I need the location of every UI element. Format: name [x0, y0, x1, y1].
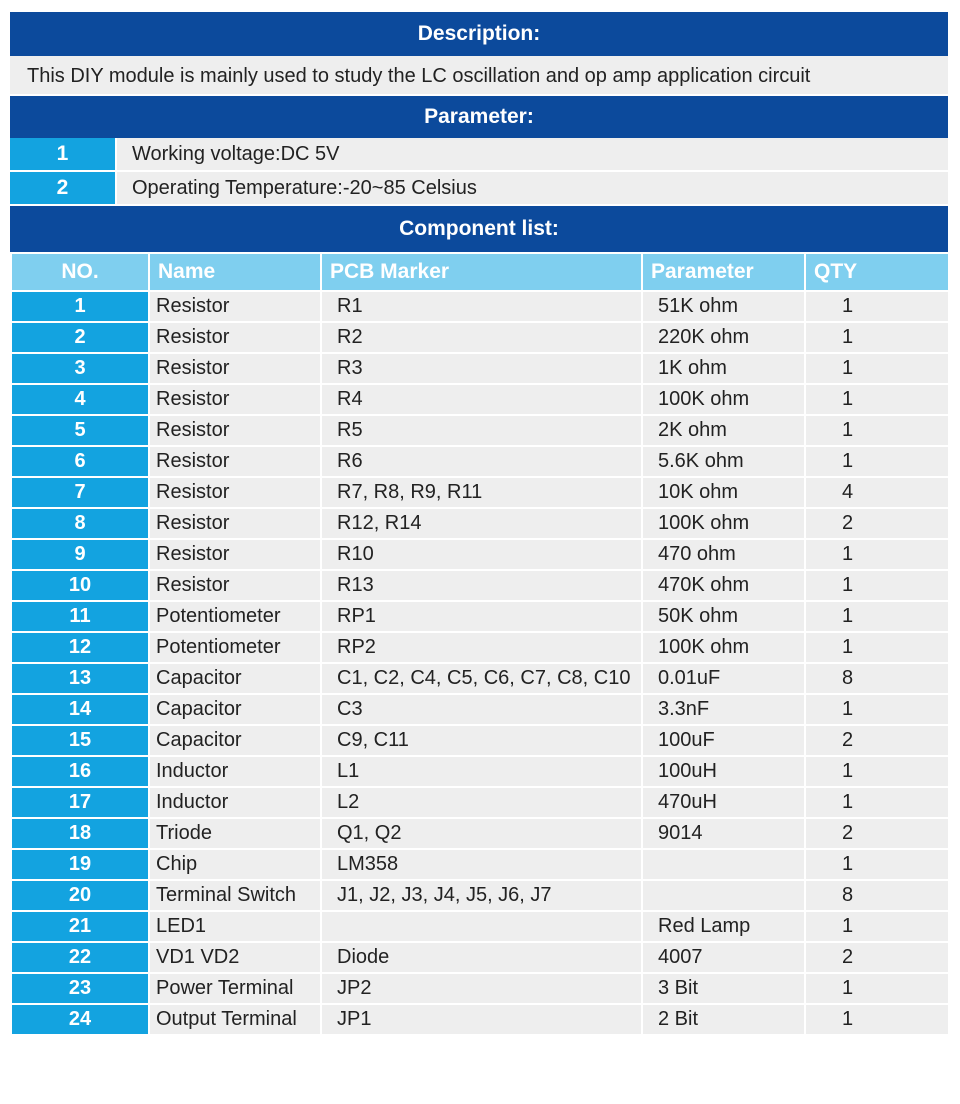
table-row [11, 570, 949, 601]
component-table [10, 252, 950, 1036]
pcb-marker: R5 [321, 415, 642, 446]
component-list-title: Component list: [10, 206, 948, 252]
table-row [11, 601, 949, 632]
quantity: 1 [805, 756, 949, 787]
component-parameter: Red Lamp [642, 911, 805, 942]
quantity: 1 [805, 973, 949, 1004]
parameter-number: 2 [10, 172, 115, 204]
component-name: Resistor [149, 508, 321, 539]
quantity: 1 [805, 1004, 949, 1035]
table-row [11, 1004, 949, 1035]
quantity: 2 [805, 818, 949, 849]
table-row [11, 818, 949, 849]
column-header-qty: QTY [805, 253, 949, 291]
row-number: 1 [11, 291, 149, 322]
parameter-title: Parameter: [10, 96, 948, 138]
component-parameter [642, 880, 805, 911]
pcb-marker: C9, C11 [321, 725, 642, 756]
component-name: Resistor [149, 291, 321, 322]
table-row [11, 384, 949, 415]
quantity: 1 [805, 632, 949, 663]
component-name: Resistor [149, 446, 321, 477]
quantity: 4 [805, 477, 949, 508]
row-number: 14 [11, 694, 149, 725]
parameter-row [10, 172, 948, 206]
column-header-parameter: Parameter [642, 253, 805, 291]
quantity: 1 [805, 787, 949, 818]
quantity: 1 [805, 415, 949, 446]
component-parameter: 50K ohm [642, 601, 805, 632]
component-parameter: 10K ohm [642, 477, 805, 508]
row-number: 17 [11, 787, 149, 818]
pcb-marker: R2 [321, 322, 642, 353]
row-number: 12 [11, 632, 149, 663]
column-header-pcb-marker: PCB Marker [321, 253, 642, 291]
table-row [11, 725, 949, 756]
table-header-row [11, 253, 949, 291]
component-parameter [642, 849, 805, 880]
row-number: 21 [11, 911, 149, 942]
row-number: 13 [11, 663, 149, 694]
quantity: 1 [805, 322, 949, 353]
component-parameter: 2K ohm [642, 415, 805, 446]
component-name: Resistor [149, 415, 321, 446]
component-name: Inductor [149, 787, 321, 818]
pcb-marker: L2 [321, 787, 642, 818]
row-number: 23 [11, 973, 149, 1004]
pcb-marker: R3 [321, 353, 642, 384]
parameter-text: Working voltage:DC 5V [115, 138, 948, 170]
quantity: 8 [805, 880, 949, 911]
table-row [11, 353, 949, 384]
pcb-marker: R7, R8, R9, R11 [321, 477, 642, 508]
component-name: Chip [149, 849, 321, 880]
row-number: 18 [11, 818, 149, 849]
table-row [11, 663, 949, 694]
table-row [11, 973, 949, 1004]
quantity: 1 [805, 291, 949, 322]
table-row [11, 942, 949, 973]
column-header-name: Name [149, 253, 321, 291]
parameter-text: Operating Temperature:-20~85 Celsius [115, 172, 948, 204]
pcb-marker: J1, J2, J3, J4, J5, J6, J7 [321, 880, 642, 911]
component-parameter: 3 Bit [642, 973, 805, 1004]
pcb-marker: R4 [321, 384, 642, 415]
component-parameter: 220K ohm [642, 322, 805, 353]
quantity: 1 [805, 601, 949, 632]
component-name: Resistor [149, 384, 321, 415]
component-name: LED1 [149, 911, 321, 942]
pcb-marker: R12, R14 [321, 508, 642, 539]
table-row [11, 787, 949, 818]
quantity: 8 [805, 663, 949, 694]
column-header-no: NO. [11, 253, 149, 291]
quantity: 1 [805, 694, 949, 725]
pcb-marker: R10 [321, 539, 642, 570]
spec-sheet [10, 12, 948, 1036]
component-parameter: 0.01uF [642, 663, 805, 694]
parameter-row [10, 138, 948, 172]
component-name: Resistor [149, 539, 321, 570]
row-number: 7 [11, 477, 149, 508]
table-row [11, 880, 949, 911]
table-row [11, 415, 949, 446]
table-row [11, 508, 949, 539]
component-parameter: 100uH [642, 756, 805, 787]
row-number: 6 [11, 446, 149, 477]
row-number: 22 [11, 942, 149, 973]
quantity: 1 [805, 849, 949, 880]
component-name: VD1 VD2 [149, 942, 321, 973]
quantity: 1 [805, 446, 949, 477]
description-text: This DIY module is mainly used to study the LC oscillation and op amp application circuit [10, 56, 948, 96]
row-number: 19 [11, 849, 149, 880]
row-number: 15 [11, 725, 149, 756]
pcb-marker: RP1 [321, 601, 642, 632]
table-row [11, 446, 949, 477]
component-parameter: 5.6K ohm [642, 446, 805, 477]
pcb-marker: LM358 [321, 849, 642, 880]
quantity: 1 [805, 539, 949, 570]
table-row [11, 849, 949, 880]
table-row [11, 539, 949, 570]
component-name: Terminal Switch [149, 880, 321, 911]
component-name: Inductor [149, 756, 321, 787]
component-parameter: 1K ohm [642, 353, 805, 384]
pcb-marker: R6 [321, 446, 642, 477]
pcb-marker: RP2 [321, 632, 642, 663]
component-name: Resistor [149, 477, 321, 508]
row-number: 16 [11, 756, 149, 787]
pcb-marker [321, 911, 642, 942]
quantity: 1 [805, 570, 949, 601]
quantity: 2 [805, 725, 949, 756]
component-parameter: 51K ohm [642, 291, 805, 322]
table-row [11, 694, 949, 725]
row-number: 8 [11, 508, 149, 539]
table-row [11, 477, 949, 508]
parameter-number: 1 [10, 138, 115, 170]
description-title: Description: [10, 12, 948, 56]
parameter-list [10, 138, 948, 206]
pcb-marker: R13 [321, 570, 642, 601]
pcb-marker: C3 [321, 694, 642, 725]
pcb-marker: C1, C2, C4, C5, C6, C7, C8, C10 [321, 663, 642, 694]
component-name: Resistor [149, 353, 321, 384]
component-parameter: 100K ohm [642, 508, 805, 539]
component-parameter: 3.3nF [642, 694, 805, 725]
row-number: 10 [11, 570, 149, 601]
component-name: Potentiometer [149, 601, 321, 632]
table-row [11, 756, 949, 787]
component-parameter: 470 ohm [642, 539, 805, 570]
component-name: Capacitor [149, 725, 321, 756]
row-number: 3 [11, 353, 149, 384]
component-name: Power Terminal [149, 973, 321, 1004]
pcb-marker: R1 [321, 291, 642, 322]
component-name: Potentiometer [149, 632, 321, 663]
component-name: Resistor [149, 322, 321, 353]
component-parameter: 470K ohm [642, 570, 805, 601]
pcb-marker: Diode [321, 942, 642, 973]
component-name: Capacitor [149, 694, 321, 725]
component-parameter: 2 Bit [642, 1004, 805, 1035]
table-row [11, 632, 949, 663]
quantity: 1 [805, 353, 949, 384]
component-table-body [11, 291, 949, 1035]
row-number: 11 [11, 601, 149, 632]
quantity: 2 [805, 942, 949, 973]
table-row [11, 322, 949, 353]
row-number: 2 [11, 322, 149, 353]
pcb-marker: L1 [321, 756, 642, 787]
pcb-marker: JP1 [321, 1004, 642, 1035]
row-number: 4 [11, 384, 149, 415]
row-number: 5 [11, 415, 149, 446]
table-row [11, 291, 949, 322]
component-name: Capacitor [149, 663, 321, 694]
pcb-marker: JP2 [321, 973, 642, 1004]
component-parameter: 9014 [642, 818, 805, 849]
component-parameter: 470uH [642, 787, 805, 818]
component-parameter: 4007 [642, 942, 805, 973]
component-parameter: 100K ohm [642, 632, 805, 663]
component-name: Resistor [149, 570, 321, 601]
component-name: Output Terminal [149, 1004, 321, 1035]
component-parameter: 100uF [642, 725, 805, 756]
row-number: 24 [11, 1004, 149, 1035]
table-row [11, 911, 949, 942]
component-name: Triode [149, 818, 321, 849]
quantity: 1 [805, 384, 949, 415]
row-number: 20 [11, 880, 149, 911]
component-parameter: 100K ohm [642, 384, 805, 415]
pcb-marker: Q1, Q2 [321, 818, 642, 849]
row-number: 9 [11, 539, 149, 570]
quantity: 2 [805, 508, 949, 539]
quantity: 1 [805, 911, 949, 942]
